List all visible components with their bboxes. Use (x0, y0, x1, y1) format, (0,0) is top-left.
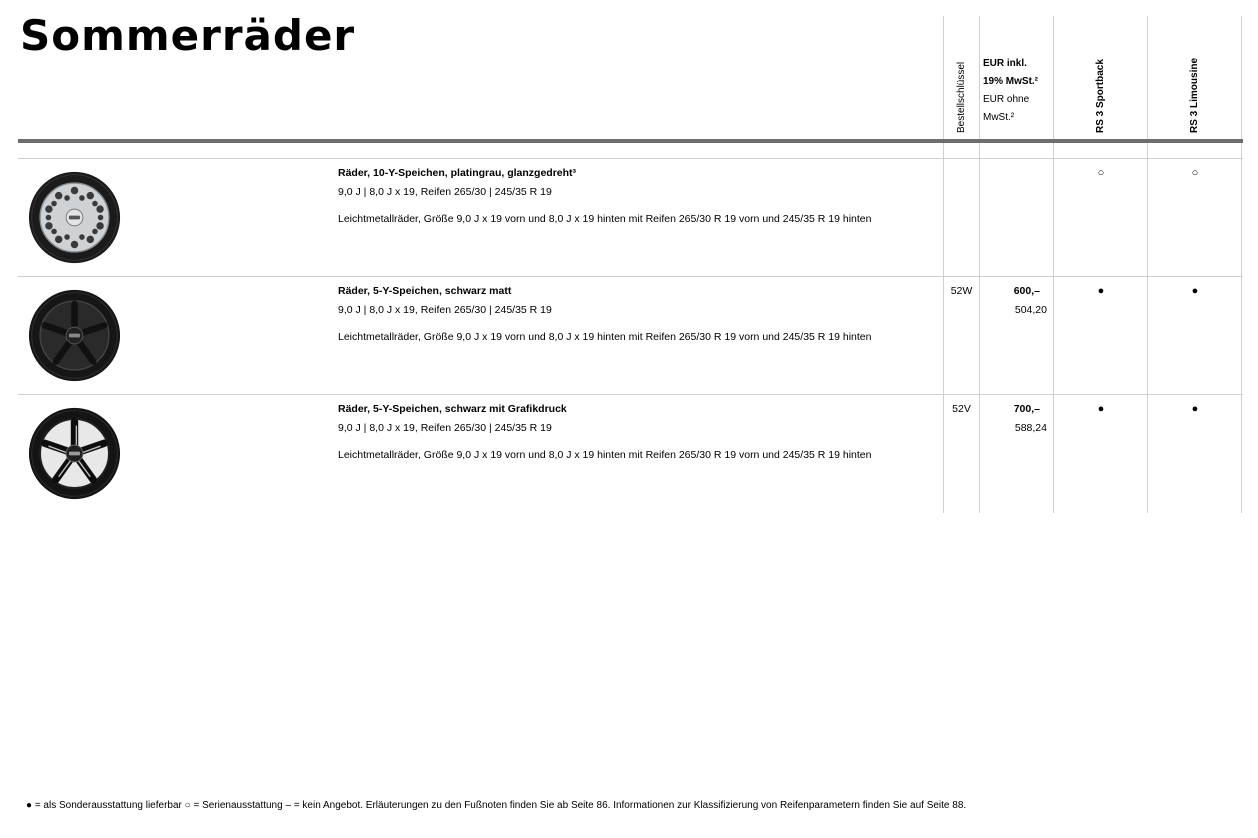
availability-sportback: ○ (1097, 167, 1105, 179)
order-code: 52W (950, 285, 973, 297)
table-row (0, 277, 1258, 395)
header-price-incl-line1: EUR inkl. (983, 58, 1027, 69)
header-model-limousine: RS 3 Limousine (1189, 57, 1200, 133)
header-price (983, 55, 1051, 127)
wheel-image-black-graphic (28, 407, 121, 500)
page-title: Sommerräder (20, 11, 356, 60)
wheel-description: Leichtmetallräder, Größe 9,0 J x 19 vorn und 8,0 J x 19 hinten mit Reifen 265/30 R 19 vorn und 245/35 R 19 hinten (338, 449, 872, 461)
availability-limousine: ● (1191, 285, 1199, 297)
header-price-incl-line2: 19% MwSt.² (983, 76, 1039, 87)
header-model-sportback: RS 3 Sportback (1095, 59, 1106, 133)
wheel-name: Räder, 5-Y-Speichen, schwarz matt (338, 285, 512, 297)
price-excl-vat: 588,24 (1014, 422, 1047, 434)
price-incl-vat: 600,– (1013, 285, 1040, 297)
wheel-name: Räder, 5-Y-Speichen, schwarz mit Grafikdruck (338, 403, 567, 415)
order-code: 52V (952, 403, 971, 415)
wheel-name: Räder, 10-Y-Speichen, platingrau, glanzgedreht³ (338, 167, 577, 179)
wheel-description: Leichtmetallräder, Größe 9,0 J x 19 vorn und 8,0 J x 19 hinten mit Reifen 265/30 R 19 vorn und 245/35 R 19 hinten (338, 213, 872, 225)
header-price-excl-line2: MwSt.² (983, 112, 1015, 123)
header-price-excl-line1: EUR ohne (983, 94, 1030, 105)
wheel-size: 9,0 J | 8,0 J x 19, Reifen 265/30 | 245/35 R 19 (338, 422, 552, 434)
availability-sportback: ● (1097, 403, 1105, 415)
table-row (0, 395, 1258, 513)
price-excl-vat: 504,20 (1014, 304, 1047, 316)
header-rule (18, 139, 1243, 143)
legend-footnote: ● = als Sonderausstattung lieferbar ○ = Serienausstattung – = kein Angebot. Erläuterungen zu den Fußnoten finden Sie ab Seite 86. Informationen zur Klassifizierung von Reifenparametern finden Sie auf Seite 88. (26, 800, 967, 811)
availability-limousine: ○ (1191, 167, 1199, 179)
availability-limousine: ● (1191, 403, 1199, 415)
header-order-key: Bestellschlüssel (956, 61, 967, 133)
price-incl-vat: 700,– (1013, 403, 1040, 415)
wheel-size: 9,0 J | 8,0 J x 19, Reifen 265/30 | 245/35 R 19 (338, 304, 552, 316)
availability-sportback: ● (1097, 285, 1105, 297)
wheel-image-silver (28, 171, 121, 264)
wheel-image-black-matte (28, 289, 121, 382)
wheel-description: Leichtmetallräder, Größe 9,0 J x 19 vorn und 8,0 J x 19 hinten mit Reifen 265/30 R 19 vorn und 245/35 R 19 hinten (338, 331, 872, 343)
wheel-size: 9,0 J | 8,0 J x 19, Reifen 265/30 | 245/35 R 19 (338, 186, 552, 198)
table-row (0, 159, 1258, 277)
